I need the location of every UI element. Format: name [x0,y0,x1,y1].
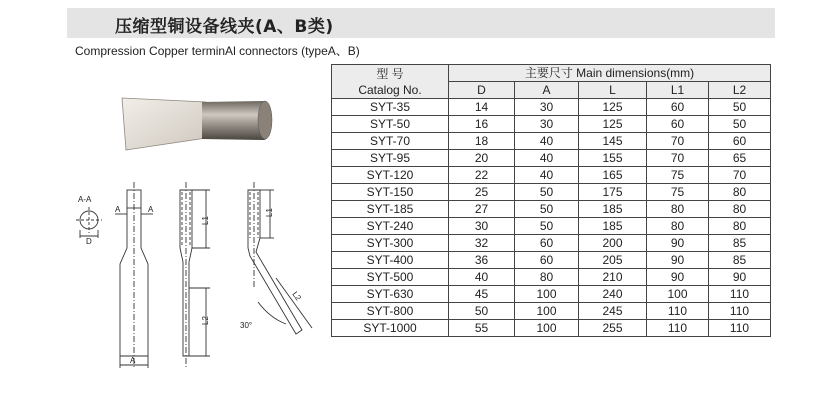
dimension-cell: 45 [449,286,515,303]
column-header-d: D [449,82,515,99]
dimension-cell: 100 [647,286,709,303]
table-body [332,99,771,337]
dimension-cell: 245 [579,303,647,320]
dimension-cell: 90 [647,269,709,286]
dimension-cell: 60 [647,99,709,116]
dimension-cell: 60 [515,252,579,269]
dimension-cell: 80 [647,201,709,218]
dimension-cell: 200 [579,235,647,252]
dimension-cell: 40 [515,133,579,150]
dimension-cell: 255 [579,320,647,337]
dimension-cell: 110 [709,286,771,303]
dimension-cell: 205 [579,252,647,269]
dimension-cell: 60 [515,235,579,252]
dimension-cell: 14 [449,99,515,116]
dimension-cell: 16 [449,116,515,133]
bottom-a-label: A [130,356,136,365]
dimension-cell: 90 [709,269,771,286]
dimension-cell: 80 [515,269,579,286]
catalog-header-cn: 型 号 [376,66,404,81]
dimension-cell: 100 [515,303,579,320]
dimension-cell: 100 [515,320,579,337]
column-header-l: L [579,82,647,99]
dimension-cell: 30 [449,218,515,235]
dimension-cell: 110 [709,303,771,320]
page-title: 压缩型铜设备线夹(A、B类) [115,17,334,37]
dimension-cell: 75 [647,167,709,184]
catalog-header-en: Catalog No. [358,82,422,97]
table-row [332,235,771,252]
table-row [332,133,771,150]
catalog-cell: SYT-70 [332,133,449,150]
table-row [332,303,771,320]
dimension-cell: 70 [647,150,709,167]
dimension-cell: 25 [449,184,515,201]
dimension-cell: 50 [515,184,579,201]
catalog-cell: SYT-95 [332,150,449,167]
dimension-cell: 32 [449,235,515,252]
dimension-cell: 175 [579,184,647,201]
table-row [332,184,771,201]
column-header-l2: L2 [709,82,771,99]
dimension-cell: 240 [579,286,647,303]
table-row [332,269,771,286]
l2-angled-label: L2 [290,289,303,303]
table-row [332,218,771,235]
dimension-cell: 30 [515,116,579,133]
dimension-cell: 80 [709,218,771,235]
dimension-cell: 70 [709,167,771,184]
dimension-cell: 50 [449,303,515,320]
catalog-cell: SYT-500 [332,269,449,286]
dimension-cell: 50 [709,116,771,133]
dimension-cell: 18 [449,133,515,150]
table-row [332,167,771,184]
angle-label: 30° [240,321,253,330]
dimension-cell: 125 [579,99,647,116]
dimension-cell: 55 [449,320,515,337]
dimension-cell: 145 [579,133,647,150]
dimension-cell: 110 [647,320,709,337]
catalog-cell: SYT-1000 [332,320,449,337]
page-subtitle: Compression Copper terminAl connectors (typeA、B) [75,44,360,58]
table-row [332,99,771,116]
dimension-cell: 125 [579,116,647,133]
dimension-cell: 110 [647,303,709,320]
dimension-cell: 80 [709,201,771,218]
dimension-cell: 60 [647,116,709,133]
catalog-cell: SYT-50 [332,116,449,133]
catalog-cell: SYT-35 [332,99,449,116]
table-row [332,150,771,167]
catalog-cell: SYT-120 [332,167,449,184]
catalog-cell: SYT-400 [332,252,449,269]
dimension-cell: 20 [449,150,515,167]
dimension-cell: 60 [709,133,771,150]
dimension-cell: 50 [515,201,579,218]
section-dim-label: D [86,237,92,246]
dimension-cell: 40 [515,150,579,167]
dimension-cell: 100 [515,286,579,303]
catalog-cell: SYT-240 [332,218,449,235]
table-row [332,201,771,218]
catalog-header [332,65,449,99]
dimension-cell: 30 [515,99,579,116]
dimension-cell: 50 [515,218,579,235]
column-header-a: A [515,82,579,99]
product-photo [114,94,274,154]
dimension-cell: 40 [515,167,579,184]
dimension-cell: 22 [449,167,515,184]
catalog-cell: SYT-300 [332,235,449,252]
table-row [332,116,771,133]
dimension-cell: 210 [579,269,647,286]
catalog-cell: SYT-800 [332,303,449,320]
dimension-cell: 75 [647,184,709,201]
dimension-cell: 155 [579,150,647,167]
l1-bent-label: L1 [265,208,274,217]
table-row [332,252,771,269]
dimension-cell: 50 [709,99,771,116]
dimension-cell: 110 [709,320,771,337]
dimension-cell: 165 [579,167,647,184]
dimension-cell: 85 [709,235,771,252]
catalog-cell: SYT-630 [332,286,449,303]
dimension-cell: 27 [449,201,515,218]
dimension-cell: 65 [709,150,771,167]
dimension-cell: 36 [449,252,515,269]
dimension-cell: 90 [647,235,709,252]
catalog-cell: SYT-185 [332,201,449,218]
technical-drawings [70,178,320,378]
catalog-cell: SYT-150 [332,184,449,201]
dimension-cell: 70 [647,133,709,150]
dimension-cell: 85 [709,252,771,269]
dimension-cell: 80 [647,218,709,235]
column-header-l1: L1 [647,82,709,99]
table-row [332,320,771,337]
section-label: A-A [78,195,92,204]
l1-label: L1 [201,216,210,225]
dimension-cell: 185 [579,201,647,218]
dimension-cell: 90 [647,252,709,269]
side-a-left-label: A [115,205,121,214]
dimension-cell: 80 [709,184,771,201]
main-dimensions-header: 主要尺寸 Main dimensions(mm) [449,65,771,82]
dimension-cell: 185 [579,218,647,235]
l2-label: L2 [201,316,210,325]
table-row [332,286,771,303]
side-a-right-label: A [148,205,154,214]
dimensions-table [331,64,771,337]
dimension-cell: 40 [449,269,515,286]
